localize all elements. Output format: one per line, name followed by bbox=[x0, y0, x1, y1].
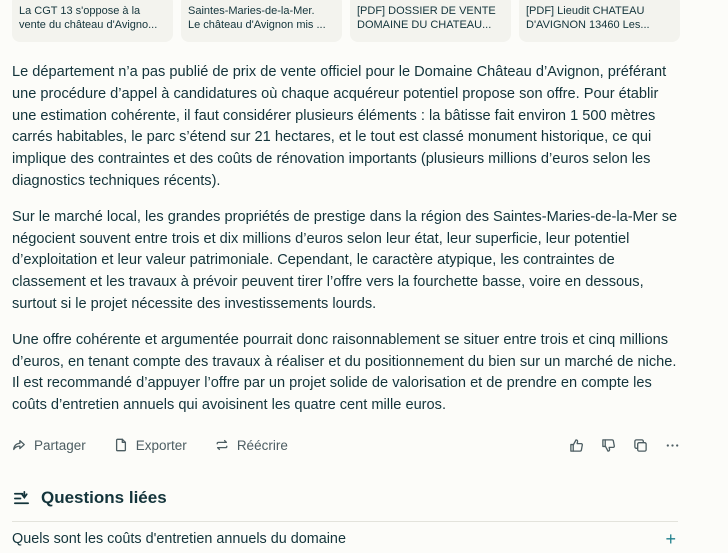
thumbs-down-button[interactable] bbox=[600, 437, 616, 453]
source-card[interactable] bbox=[350, 0, 511, 42]
feedback-actions bbox=[568, 437, 680, 453]
rewrite-icon bbox=[215, 438, 229, 452]
share-label: Partager bbox=[34, 437, 86, 453]
answer-paragraph: Une offre cohérente et argumentée pourrait donc raisonnablement se situer entre trois et cinq millions d’euros, en tenant compte des travaux à réaliser et du positionnement du bien sur un marché de niche. Il est recommandé d’appuyer l’offre par un projet solide de valorisation et de prendre en compte les coûts d’entretien annuels qui avoisinent les quatre cent mille euros. bbox=[12, 331, 677, 414]
copy-icon bbox=[633, 438, 648, 453]
source-title-line2: Le château d'Avignon mis ... bbox=[188, 19, 326, 31]
answer-actions-bar bbox=[12, 433, 680, 457]
plus-icon[interactable]: + bbox=[665, 529, 676, 549]
source-card[interactable] bbox=[181, 0, 342, 42]
divider bbox=[12, 521, 678, 522]
export-file-icon bbox=[114, 438, 128, 452]
thumbs-up-button[interactable] bbox=[568, 437, 584, 453]
export-button[interactable] bbox=[114, 438, 187, 453]
export-label: Exporter bbox=[135, 437, 187, 453]
share-button[interactable] bbox=[12, 438, 86, 453]
related-question-item[interactable] bbox=[12, 528, 678, 550]
answer-paragraph: Sur le marché local, les grandes propriétés de prestige dans la région des Saintes-Maries-de-la-Mer se négocient souvent entre trois et dix millions d’euros selon leur état, leur superficie, leur potentiel d’exploitation et leur valeur patrimoniale. Cependant, le caractère atypique, les contraintes de classement et les travaux à prévoir peuvent tirer l’offre vers la fourchette basse, voire en dessous, surtout si le projet nécessite des investissements lourds. bbox=[12, 208, 678, 312]
answer-body bbox=[12, 62, 680, 431]
source-card[interactable] bbox=[12, 0, 173, 42]
rewrite-label: Réécrire bbox=[236, 437, 288, 453]
source-title-line2: D'AVIGNON 13460 Les... bbox=[526, 19, 650, 31]
source-title-line1: [PDF] Lieudit CHATEAU bbox=[526, 5, 645, 17]
related-list-icon bbox=[12, 489, 31, 508]
source-title-line2: DOMAINE DU CHATEAU... bbox=[357, 19, 492, 31]
rewrite-button[interactable] bbox=[215, 438, 288, 453]
source-title-line1: La CGT 13 s'oppose à la bbox=[19, 5, 141, 17]
sources-row bbox=[12, 0, 680, 42]
source-title-line2: vente du château d'Avigno... bbox=[19, 19, 158, 31]
answer-paragraph: Le département n’a pas publié de prix de vente officiel pour le Domaine Château d’Avignon, préférant une procédure d’appel à candidatures où chaque acquéreur potentiel propose son offre. Pour établir une estimation cohérente, il faut considérer plusieurs éléments : la bâtisse fait environ 1 500 mètres carrés habitables, le parc s’étend sur 21 hectares, et le tout est classé monument historique, ce qui implique des contraintes et des coûts de rénovation importants (plusieurs millions d’euros selon les diagnostics techniques récents). bbox=[12, 64, 667, 189]
source-title-line1: Saintes-Maries-de-la-Mer. bbox=[188, 5, 315, 17]
source-card[interactable] bbox=[519, 0, 680, 42]
more-horizontal-icon bbox=[665, 438, 680, 453]
more-button[interactable] bbox=[664, 437, 680, 453]
related-question-text: Quels sont les coûts d'entretien annuels du domaine bbox=[12, 531, 346, 547]
share-icon bbox=[12, 438, 26, 452]
thumbs-up-icon bbox=[569, 438, 584, 453]
copy-button[interactable] bbox=[632, 437, 648, 453]
source-title-line1: [PDF] DOSSIER DE VENTE bbox=[357, 5, 496, 17]
thumbs-down-icon bbox=[601, 438, 616, 453]
related-questions-title: Questions liées bbox=[41, 488, 167, 507]
related-questions-header bbox=[12, 488, 167, 508]
